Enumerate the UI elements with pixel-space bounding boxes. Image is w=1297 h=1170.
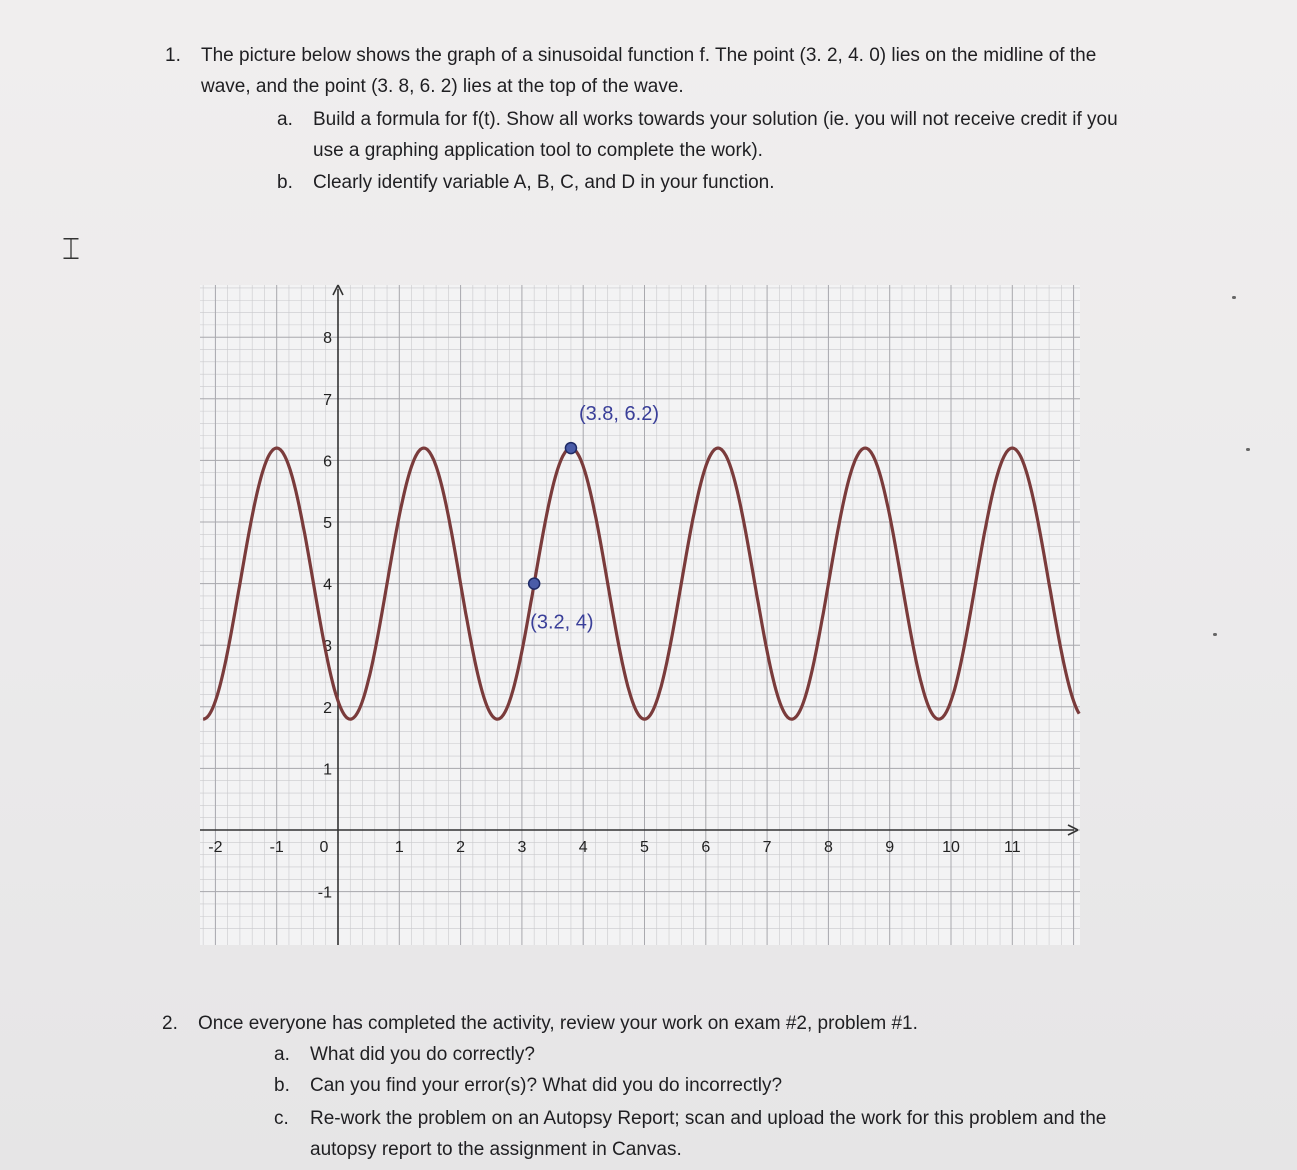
y-tick-label: 8 bbox=[323, 330, 332, 348]
point-label: (3.2, 4) bbox=[530, 611, 594, 634]
x-tick-label: -2 bbox=[208, 839, 223, 856]
point-marker bbox=[529, 578, 540, 589]
x-tick-label: 4 bbox=[578, 839, 588, 856]
x-tick-label: 10 bbox=[942, 839, 960, 856]
part-letter: b. bbox=[277, 172, 293, 193]
x-tick-label: 6 bbox=[701, 839, 711, 856]
x-tick-label: 7 bbox=[762, 839, 772, 856]
y-tick-label: 4 bbox=[323, 576, 332, 594]
x-tick-label: 0 bbox=[319, 839, 329, 856]
part-text: Can you find your error(s)? What did you do incorrectly? bbox=[310, 1075, 783, 1096]
y-tick-label: -1 bbox=[317, 884, 332, 902]
part-letter: c. bbox=[274, 1108, 289, 1129]
text-cursor-icon: ⌶ bbox=[62, 232, 80, 267]
x-tick-label: 8 bbox=[823, 839, 833, 856]
part-letter: b. bbox=[274, 1075, 290, 1096]
x-tick-label: 11 bbox=[1003, 839, 1021, 856]
point-marker bbox=[565, 443, 576, 454]
part-text: Re-work the problem on an Autopsy Report; scan and upload the work for this problem and the autopsy report to the assignment in Canvas. bbox=[310, 1108, 1107, 1160]
y-tick-label: 1 bbox=[323, 761, 332, 779]
x-tick-label: 1 bbox=[394, 839, 404, 856]
y-tick-label: 5 bbox=[323, 515, 332, 532]
problem-2-number: 2. bbox=[162, 1013, 178, 1034]
problem-2-text: Once everyone has completed the activity, review your work on exam #2, problem #1. bbox=[198, 1013, 918, 1034]
problem-1-text: The picture below shows the graph of a sinusoidal function f. The point (3. 2, 4. 0) lies on the midline of the wave, and the point (3. 8, 6. 2) lies at the top of the wave. bbox=[201, 45, 1097, 97]
y-tick-label: 7 bbox=[323, 391, 332, 409]
y-tick-label: 2 bbox=[323, 699, 332, 717]
problem-1-number: 1. bbox=[165, 45, 181, 66]
x-tick-label: 2 bbox=[456, 839, 466, 856]
part-text: Clearly identify variable A, B, C, and D in your function. bbox=[313, 172, 775, 193]
point-label: (3.8, 6.2) bbox=[578, 403, 659, 426]
part-letter: a. bbox=[274, 1044, 290, 1065]
x-tick-label: -1 bbox=[269, 839, 284, 856]
part-text: What did you do correctly? bbox=[310, 1044, 535, 1065]
x-tick-label: 5 bbox=[640, 839, 649, 856]
part-letter: a. bbox=[277, 109, 293, 130]
part-text: Build a formula for f(t). Show all works towards your solution (ie. you will not receive credit if you use a graphing application tool to complete the work). bbox=[313, 109, 1118, 161]
y-tick-label: 3 bbox=[323, 638, 332, 656]
x-tick-label: 9 bbox=[885, 839, 895, 856]
y-tick-label: 6 bbox=[323, 453, 332, 471]
x-tick-label: 3 bbox=[517, 839, 527, 856]
